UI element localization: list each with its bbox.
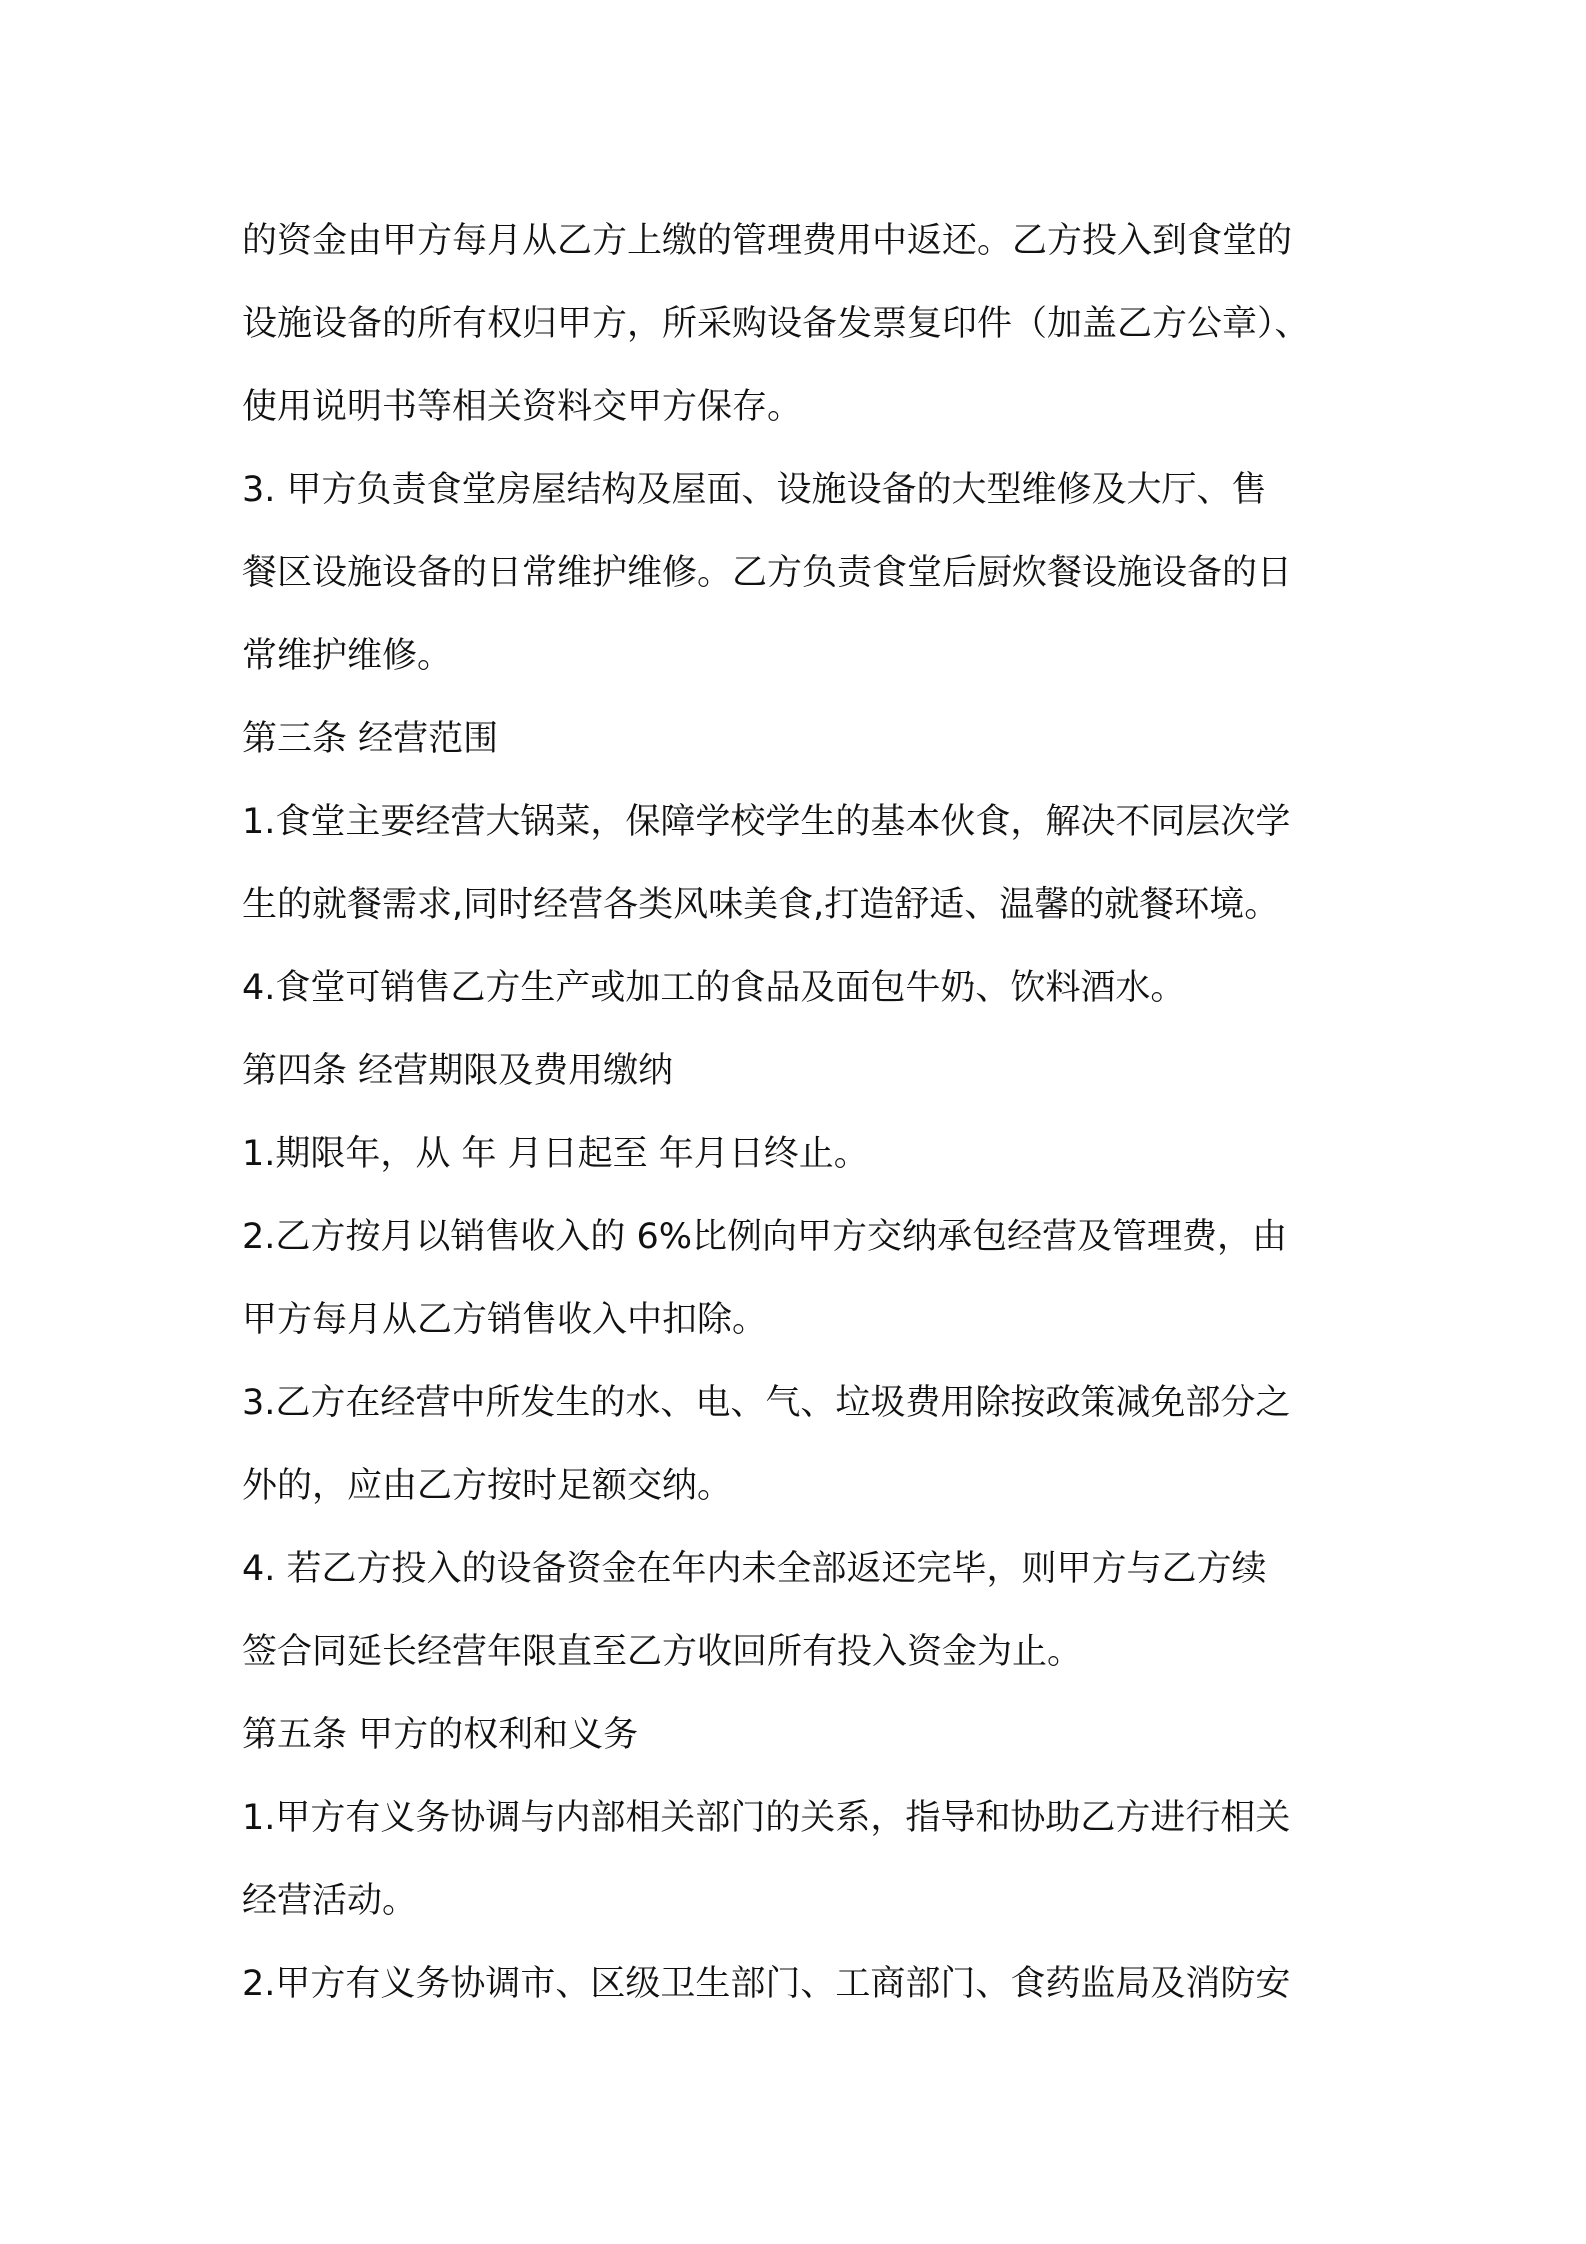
paragraph-line: 3.乙方在经营中所发生的水、电、气、垃圾费用除按政策减免部分之	[242, 1383, 1291, 1423]
paragraph-line: 签合同延长经营年限直至乙方收回所有投入资金为止。	[242, 1632, 1083, 1672]
paragraph-line: 4. 若乙方投入的设备资金在年内未全部返还完毕，则甲方与乙方续	[242, 1549, 1267, 1589]
section-heading-article-3: 第三条 经营范围	[242, 719, 499, 759]
paragraph-line: 常维护维修。	[242, 636, 453, 676]
paragraph-line: 设施设备的所有权归甲方，所采购设备发票复印件（加盖乙方公章）、	[242, 304, 1310, 344]
paragraph-line: 经营活动。	[242, 1881, 418, 1921]
document-body	[242, 200, 1372, 2026]
paragraph-line: 3. 甲方负责食堂房屋结构及屋面、设施设备的大型维修及大厅、售	[242, 470, 1267, 510]
paragraph-line: 甲方每月从乙方销售收入中扣除。	[242, 1300, 768, 1340]
paragraph-line: 1.甲方有义务协调与内部相关部门的关系，指导和协助乙方进行相关	[242, 1798, 1291, 1838]
paragraph-line: 1.期限年，从 年 月日起至 年月日终止。	[242, 1134, 869, 1174]
paragraph-line: 2.甲方有义务协调市、区级卫生部门、工商部门、食药监局及消防安	[242, 1964, 1291, 2004]
paragraph-line: 1.食堂主要经营大锅菜，保障学校学生的基本伙食，解决不同层次学	[242, 802, 1291, 842]
paragraph-line: 生的就餐需求,同时经营各类风味美食,打造舒适、温馨的就餐环境。	[242, 885, 1280, 925]
paragraph-line: 2.乙方按月以销售收入的 6%比例向甲方交纳承包经营及管理费，由	[242, 1217, 1288, 1257]
paragraph-line: 外的，应由乙方按时足额交纳。	[242, 1466, 733, 1506]
paragraph-line: 的资金由甲方每月从乙方上缴的管理费用中返还。乙方投入到食堂的	[242, 221, 1293, 261]
section-heading-article-4: 第四条 经营期限及费用缴纳	[242, 1051, 674, 1091]
paragraph-line: 4.食堂可销售乙方生产或加工的食品及面包牛奶、饮料酒水。	[242, 968, 1186, 1008]
paragraph-line: 餐区设施设备的日常维护维修。乙方负责食堂后厨炊餐设施设备的日	[242, 553, 1293, 593]
section-heading-article-5: 第五条 甲方的权利和义务	[242, 1715, 639, 1755]
paragraph-line: 使用说明书等相关资料交甲方保存。	[242, 387, 803, 427]
